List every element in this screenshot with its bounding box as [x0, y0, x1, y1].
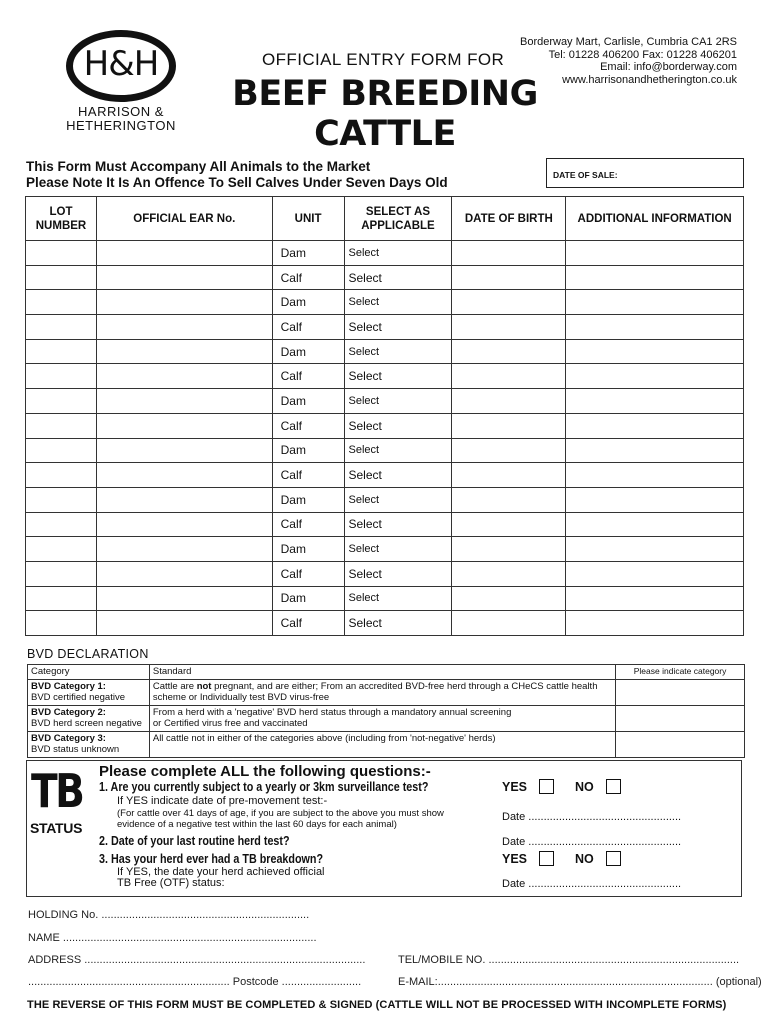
additional-info-cell[interactable] — [566, 413, 744, 438]
date-of-birth-cell[interactable] — [452, 438, 566, 463]
q1-no-label: NO — [575, 780, 594, 794]
table-row — [26, 364, 744, 389]
select-cell[interactable]: Select — [344, 364, 452, 389]
select-cell[interactable]: Select — [344, 413, 452, 438]
q1-no-checkbox[interactable] — [606, 779, 621, 794]
q1-date-field[interactable]: Date .................................................. — [502, 811, 682, 823]
q3-no-label: NO — [575, 852, 594, 866]
ear-number-cell[interactable] — [96, 611, 272, 636]
ear-number-cell[interactable] — [96, 389, 272, 414]
table-row — [26, 586, 744, 611]
logo-name — [58, 105, 184, 133]
ear-number-cell[interactable] — [96, 290, 272, 315]
tb-question-1-note1: (For cattle over 41 days of age, if you are subject to the above you must show — [117, 808, 444, 819]
bvd-header-row — [28, 665, 745, 680]
contact-email: Email: info@borderway.com — [600, 61, 737, 74]
bvd-row — [28, 679, 745, 705]
bvd-row — [28, 731, 745, 757]
bvd-standard-cell — [149, 705, 615, 731]
date-of-birth-cell[interactable] — [452, 611, 566, 636]
date-of-birth-cell[interactable] — [452, 463, 566, 488]
lot-number-cell[interactable] — [26, 413, 97, 438]
ear-number-cell[interactable] — [96, 537, 272, 562]
unit-cell: Calf — [272, 364, 344, 389]
bvd-category-cell — [28, 731, 150, 757]
select-cell[interactable]: Select — [344, 487, 452, 512]
unit-cell: Dam — [272, 389, 344, 414]
form-subtitle: OFFICIAL ENTRY FORM FOR — [262, 50, 505, 69]
unit-cell: Calf — [272, 265, 344, 290]
tb-heading: Please complete ALL the following questions:- — [99, 763, 431, 780]
bvd-category-name: BVD Category 1: — [31, 680, 106, 692]
table-row — [26, 389, 744, 414]
table-row — [26, 537, 744, 562]
entry-table — [25, 196, 744, 636]
lot-number-cell[interactable] — [26, 586, 97, 611]
date-of-birth-cell[interactable] — [452, 413, 566, 438]
contact-block — [520, 36, 737, 86]
bvd-category-desc: BVD certified negative — [31, 692, 125, 703]
lot-number-cell[interactable] — [26, 438, 97, 463]
bvd-category-name: BVD Category 3: — [31, 732, 106, 744]
unit-cell: Dam — [272, 487, 344, 512]
date-of-birth-cell[interactable] — [452, 364, 566, 389]
table-row — [26, 561, 744, 586]
ear-number-cell[interactable] — [96, 315, 272, 340]
additional-info-cell[interactable] — [566, 537, 744, 562]
company-logo — [62, 30, 180, 140]
bvd-standard-cell — [149, 679, 615, 705]
unit-cell: Dam — [272, 586, 344, 611]
lot-number-cell[interactable] — [26, 487, 97, 512]
tb-label: TB — [31, 764, 83, 818]
select-cell[interactable]: Select — [344, 339, 452, 364]
lot-number-cell[interactable] — [26, 512, 97, 537]
tb-status-label: STATUS — [30, 820, 83, 836]
table-row — [26, 265, 744, 290]
date-of-birth-cell[interactable] — [452, 586, 566, 611]
additional-info-cell[interactable] — [566, 241, 744, 266]
postcode-field[interactable]: .................................................................. Postcode .......................... — [28, 976, 362, 988]
unit-cell: Dam — [272, 438, 344, 463]
bvd-standard-text: pregnant, and are either; From an accredited BVD-free herd through a CHeCS cattle health — [211, 680, 598, 692]
tb-question-1: 1. Are you currently subject to a yearly or 3km surveillance test? — [99, 780, 429, 794]
header-ear-number: OFFICIAL EAR No. — [96, 197, 272, 241]
bvd-col-standard: Standard — [149, 665, 615, 680]
lot-number-cell[interactable] — [26, 611, 97, 636]
date-of-sale-field[interactable] — [546, 158, 744, 188]
date-of-birth-cell[interactable] — [452, 561, 566, 586]
table-row — [26, 438, 744, 463]
table-row — [26, 512, 744, 537]
lot-number-cell[interactable] — [26, 364, 97, 389]
ear-number-cell[interactable] — [96, 438, 272, 463]
lot-number-cell[interactable] — [26, 537, 97, 562]
ear-number-cell[interactable] — [96, 512, 272, 537]
additional-info-cell[interactable] — [566, 586, 744, 611]
q2-date-field[interactable]: Date .................................................. — [502, 836, 682, 848]
date-of-birth-cell[interactable] — [452, 389, 566, 414]
q1-yes-label: YES — [502, 780, 528, 794]
ear-number-cell[interactable] — [96, 413, 272, 438]
table-row — [26, 290, 744, 315]
reverse-note: THE REVERSE OF THIS FORM MUST BE COMPLETED & SIGNED (CATTLE WILL NOT BE PROCESSED WITH INCOMPLETE FORMS) — [27, 999, 727, 1011]
ear-number-cell[interactable] — [96, 487, 272, 512]
select-cell[interactable]: Select — [344, 463, 452, 488]
entry-table-body — [26, 241, 744, 636]
bvd-row — [28, 705, 745, 731]
unit-cell: Dam — [272, 339, 344, 364]
date-of-birth-cell[interactable] — [452, 512, 566, 537]
tb-question-1-note2: evidence of a negative test within the last 60 days for each animal) — [117, 819, 397, 830]
tb-question-3-if2: TB Free (OTF) status: — [117, 877, 225, 889]
date-of-birth-cell[interactable] — [452, 241, 566, 266]
lot-number-cell[interactable] — [26, 561, 97, 586]
bvd-category-desc: BVD herd screen negative — [31, 718, 142, 729]
lot-number-cell[interactable] — [26, 265, 97, 290]
bvd-category-name: BVD Category 2: — [31, 706, 106, 718]
date-of-birth-cell[interactable] — [452, 339, 566, 364]
lot-number-cell[interactable] — [26, 315, 97, 340]
bvd-table — [27, 664, 745, 758]
bvd-col-category: Category — [28, 665, 150, 680]
table-row — [26, 241, 744, 266]
logo-mark: H&H — [83, 44, 159, 84]
notice-line2: Please Note It Is An Offence To Sell Calves Under Seven Days Old — [26, 175, 448, 190]
tb-question-2: 2. Date of your last routine herd test? — [99, 834, 290, 848]
header-select: SELECT AS APPLICABLE — [344, 197, 452, 241]
logo-name-line2: HETHERINGTON — [66, 118, 176, 133]
unit-cell: Calf — [272, 463, 344, 488]
table-row — [26, 463, 744, 488]
tb-question-3: 3. Has your herd ever had a TB breakdown? — [99, 852, 324, 866]
header-unit: UNIT — [272, 197, 344, 241]
date-of-birth-cell[interactable] — [452, 487, 566, 512]
header-additional-info: ADDITIONAL INFORMATION — [566, 197, 744, 241]
q1-yes-checkbox[interactable] — [539, 779, 554, 794]
unit-cell: Calf — [272, 512, 344, 537]
bvd-category-cell — [28, 679, 150, 705]
table-row — [26, 611, 744, 636]
bvd-category-cell — [28, 705, 150, 731]
bvd-indicate-cell[interactable] — [616, 679, 745, 705]
date-of-birth-cell[interactable] — [452, 315, 566, 340]
table-header-row — [26, 197, 744, 241]
form-title-line2: CATTLE — [314, 114, 456, 154]
additional-info-cell[interactable] — [566, 290, 744, 315]
lot-number-cell[interactable] — [26, 339, 97, 364]
ear-number-cell[interactable] — [96, 463, 272, 488]
additional-info-cell[interactable] — [566, 339, 744, 364]
form-title — [220, 74, 550, 154]
additional-info-cell[interactable] — [566, 487, 744, 512]
unit-cell: Calf — [272, 611, 344, 636]
additional-info-cell[interactable] — [566, 364, 744, 389]
bvd-standard-line2: or Certified virus free and vaccinated — [152, 718, 308, 729]
header-lot-number: LOT NUMBER — [26, 197, 97, 241]
header-date-of-birth: DATE OF BIRTH — [452, 197, 566, 241]
select-cell[interactable]: Select — [344, 537, 452, 562]
select-cell[interactable]: Select — [344, 561, 452, 586]
select-cell[interactable]: Select — [344, 290, 452, 315]
table-row — [26, 339, 744, 364]
date-of-sale-label: DATE OF SALE: — [553, 170, 618, 180]
tb-question-3-if1: If YES, the date your herd achieved official — [117, 866, 325, 878]
bvd-heading: BVD DECLARATION — [27, 647, 149, 661]
unit-cell: Dam — [272, 241, 344, 266]
table-row — [26, 315, 744, 340]
table-row — [26, 413, 744, 438]
additional-info-cell[interactable] — [566, 512, 744, 537]
unit-cell: Dam — [272, 537, 344, 562]
ear-number-cell[interactable] — [96, 561, 272, 586]
notice — [26, 159, 448, 191]
bvd-col-indicate: Please indicate category — [616, 665, 745, 680]
bvd-standard-line2: scheme or Individually test BVD virus-free — [152, 692, 330, 703]
date-of-birth-cell[interactable] — [452, 265, 566, 290]
contact-phone: Tel: 01228 406200 Fax: 01228 406201 — [548, 48, 737, 61]
additional-info-cell[interactable] — [566, 265, 744, 290]
ear-number-cell[interactable] — [96, 241, 272, 266]
lot-number-cell[interactable] — [26, 241, 97, 266]
ear-number-cell[interactable] — [96, 339, 272, 364]
select-cell[interactable]: Select — [344, 241, 452, 266]
unit-cell: Dam — [272, 290, 344, 315]
q3-yes-label: YES — [502, 852, 528, 866]
select-cell[interactable]: Select — [344, 438, 452, 463]
bvd-category-desc: BVD status unknown — [31, 744, 120, 755]
bvd-standard-text: Cattle are — [152, 680, 197, 692]
select-cell[interactable]: Select — [344, 265, 452, 290]
additional-info-cell[interactable] — [566, 561, 744, 586]
ear-number-cell[interactable] — [96, 586, 272, 611]
lot-number-cell[interactable] — [26, 290, 97, 315]
bvd-indicate-cell[interactable] — [616, 731, 745, 757]
holding-number-field[interactable]: HOLDING No. .................................................................... — [28, 909, 310, 921]
select-cell[interactable]: Select — [344, 315, 452, 340]
additional-info-cell[interactable] — [566, 315, 744, 340]
lot-number-cell[interactable] — [26, 463, 97, 488]
name-field[interactable]: NAME ................................................................................... — [28, 932, 317, 944]
logo-name-line1: HARRISON & — [78, 104, 164, 119]
additional-info-cell[interactable] — [566, 611, 744, 636]
date-of-birth-cell[interactable] — [452, 537, 566, 562]
additional-info-cell[interactable] — [566, 463, 744, 488]
address-field[interactable]: ADDRESS ............................................................................................ — [28, 954, 366, 966]
additional-info-cell[interactable] — [566, 389, 744, 414]
additional-info-cell[interactable] — [566, 438, 744, 463]
bvd-indicate-cell[interactable] — [616, 705, 745, 731]
bvd-standard-line1: All cattle not in either of the categories above (including from 'not-negative' herds) — [152, 732, 496, 744]
table-row — [26, 487, 744, 512]
unit-cell: Calf — [272, 413, 344, 438]
form-title-line1: BEEF BREEDING — [232, 74, 538, 114]
ear-number-cell[interactable] — [96, 364, 272, 389]
q3-date-field[interactable]: Date .................................................. — [502, 878, 682, 890]
select-cell[interactable]: Select — [344, 389, 452, 414]
bvd-standard-cell — [149, 731, 615, 757]
unit-cell: Calf — [272, 561, 344, 586]
select-cell[interactable]: Select — [344, 512, 452, 537]
bvd-standard-emphasis: not — [196, 680, 212, 692]
tb-question-1-if: If YES indicate date of pre-movement test:- — [117, 795, 328, 807]
lot-number-cell[interactable] — [26, 389, 97, 414]
q3-yes-checkbox[interactable] — [539, 851, 554, 866]
notice-line1: This Form Must Accompany All Animals to the Market — [26, 159, 371, 174]
unit-cell: Calf — [272, 315, 344, 340]
select-cell[interactable]: Select — [344, 611, 452, 636]
bvd-standard-line1: From a herd with a 'negative' BVD herd status through a mandatory annual screening — [152, 706, 512, 718]
email-field[interactable]: E-MAIL:.......................................................................................... (optional) — [398, 976, 762, 988]
tel-mobile-field[interactable]: TEL/MOBILE NO. .................................................................................. — [398, 954, 740, 966]
bvd-standard-line1 — [153, 681, 612, 693]
date-of-birth-cell[interactable] — [452, 290, 566, 315]
q3-no-checkbox[interactable] — [606, 851, 621, 866]
contact-address: Borderway Mart, Carlisle, Cumbria CA1 2RS — [519, 36, 737, 48]
select-cell[interactable]: Select — [344, 586, 452, 611]
ear-number-cell[interactable] — [96, 265, 272, 290]
contact-web: www.harrisonandhetherington.co.uk — [562, 73, 737, 86]
